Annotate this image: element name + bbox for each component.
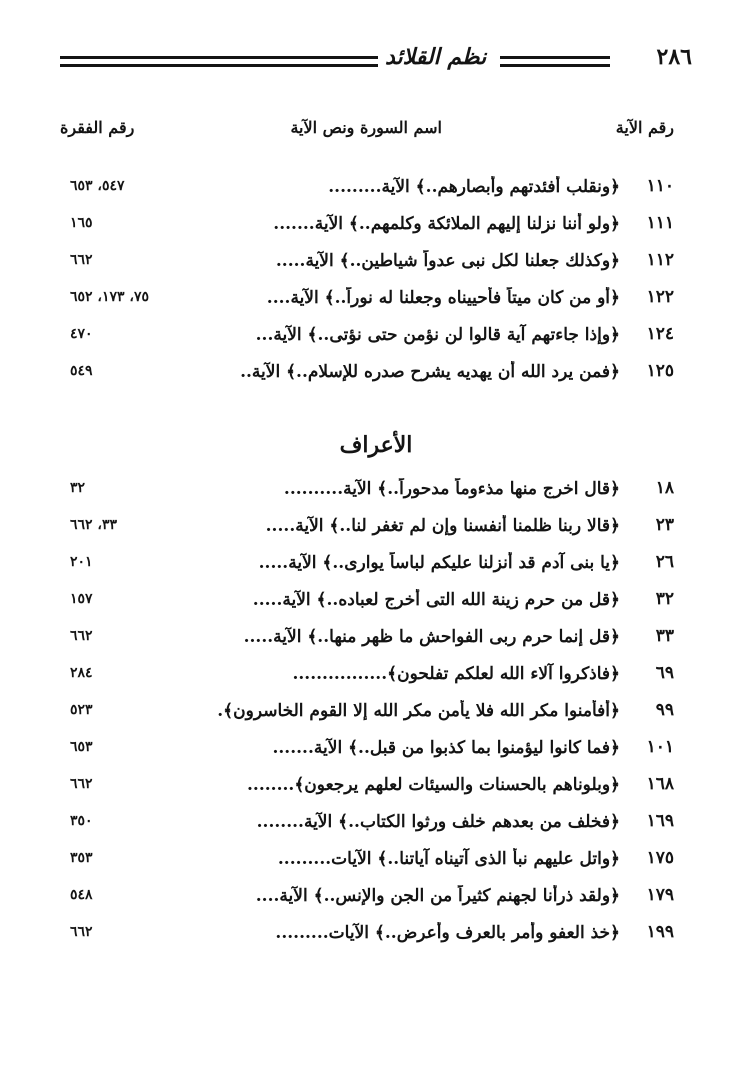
index-row — [60, 733, 674, 770]
ayah-number: ٦٩ — [655, 663, 674, 683]
index-row — [60, 918, 674, 955]
verse-text: ﴿فمن يرد الله أن يهديه يشرح صدره للإسلام..﴾ الآية.. — [240, 362, 620, 382]
verse-text: ﴿أو من كان ميتاً فأحييناه وجعلنا له نوراً..﴾ الآية.... — [266, 288, 620, 308]
index-row — [60, 585, 674, 622]
index-section-continued — [60, 172, 674, 394]
ayah-number: ١٢٥ — [646, 361, 674, 381]
index-row — [60, 807, 674, 844]
paragraph-number: ٢٨٤ — [70, 665, 93, 681]
column-heading-paragraph-number: رقم الفقرة — [60, 118, 135, 137]
column-heading-ayah-number: رقم الآية — [615, 118, 674, 137]
index-row — [60, 172, 674, 209]
paragraph-number: ٥٤٩ — [70, 363, 93, 379]
ayah-number: ١١٠ — [646, 176, 674, 196]
ayah-number: ٣٢ — [655, 589, 674, 609]
verse-text: ﴿واتل عليهم نبأ الذى آتيناه آياتنا..﴾ الآيات......... — [277, 849, 620, 869]
paragraph-number: ٣٥٠ — [70, 813, 93, 829]
verse-text: ﴿ونقلب أفئدتهم وأبصارهم..﴾ الآية......... — [328, 177, 620, 197]
verse-text: ﴿خذ العفو وأمر بالعرف وأعرض..﴾ الآيات......... — [275, 923, 620, 943]
ayah-number: ١١٢ — [646, 250, 674, 270]
ayah-number: ٢٣ — [655, 515, 674, 535]
verse-text: ﴿وكذلك جعلنا لكل نبى عدواً شياطين..﴾ الآية..... — [275, 251, 620, 271]
paragraph-number: ٦٦٢ — [70, 776, 93, 792]
surah-title: الأعراف — [339, 432, 413, 458]
index-row — [60, 696, 674, 733]
ayah-number: ١٨ — [655, 478, 674, 498]
paragraph-number: ٦٥٣ — [70, 739, 93, 755]
paragraph-number: ١٥٧ — [70, 591, 93, 607]
index-row — [60, 357, 674, 394]
paragraph-number: ٦٦٢ — [70, 252, 93, 268]
verse-text: ﴿قال اخرج منها مذءوماً مدحوراً..﴾ الآية.......... — [283, 479, 620, 499]
paragraph-number: ٣٥٣ — [70, 850, 93, 866]
column-heading-surah-text: اسم السورة ونص الآية — [290, 118, 442, 137]
ayah-number: ٩٩ — [655, 700, 674, 720]
paragraph-number: ١٦٥ — [70, 215, 93, 231]
verse-text: ﴿فاذكروا آلاء الله لعلكم تفلحون﴾................ — [292, 664, 620, 684]
page-number: ٢٨٦ — [656, 44, 692, 70]
index-row — [60, 770, 674, 807]
ayah-number: ١٦٩ — [646, 811, 674, 831]
header-rule — [60, 64, 378, 67]
paragraph-number: ٣٢ — [70, 480, 86, 496]
index-section-araf — [60, 474, 674, 955]
index-row — [60, 283, 674, 320]
verse-text: ﴿قل من حرم زينة الله التى أخرج لعباده..﴾ الآية..... — [252, 590, 620, 610]
index-row — [60, 622, 674, 659]
verse-text: ﴿أفأمنوا مكر الله فلا يأمن مكر الله إلا القوم الخاسرون﴾. — [217, 701, 620, 721]
column-headings — [60, 118, 674, 142]
index-row — [60, 474, 674, 511]
paragraph-number: ٢٠١ — [70, 554, 93, 570]
paragraph-number: ٧٥، ١٧٣، ٦٥٢ — [70, 289, 149, 305]
ayah-number: ١٢٢ — [646, 287, 674, 307]
running-header — [60, 42, 692, 82]
header-rule — [60, 56, 378, 59]
verse-text: ﴿فما كانوا ليؤمنوا بما كذبوا من قبل..﴾ الآية....... — [272, 738, 620, 758]
paragraph-number: ٥٢٣ — [70, 702, 93, 718]
header-rule — [500, 56, 610, 59]
ayah-number: ٣٣ — [655, 626, 674, 646]
verse-text: ﴿قالا ربنا ظلمنا أنفسنا وإن لم تغفر لنا..﴾ الآية..... — [265, 516, 620, 536]
index-row — [60, 881, 674, 918]
index-row — [60, 659, 674, 696]
verse-text: ﴿ولقد ذرأنا لجهنم كثيراً من الجن والإنس..﴾ الآية.... — [255, 886, 620, 906]
book-title: نظم القلائد — [385, 44, 487, 70]
index-row — [60, 320, 674, 357]
ayah-number: ٢٦ — [655, 552, 674, 572]
verse-text: ﴿قل إنما حرم ربى الفواحش ما ظهر منها..﴾ الآية..... — [243, 627, 620, 647]
verse-text: ﴿يا بنى آدم قد أنزلنا عليكم لباساً يوارى..﴾ الآية..... — [258, 553, 620, 573]
ayah-number: ١٧٥ — [646, 848, 674, 868]
ayah-number: ١٩٩ — [646, 922, 674, 942]
verse-text: ﴿فخلف من بعدهم خلف ورثوا الكتاب..﴾ الآية........ — [256, 812, 620, 832]
header-rule — [500, 64, 610, 67]
ayah-number: ١٢٤ — [646, 324, 674, 344]
paragraph-number: ٦٦٢ — [70, 924, 93, 940]
paragraph-number: ٣٣، ٦٦٢ — [70, 517, 118, 533]
index-row — [60, 209, 674, 246]
ayah-number: ١٧٩ — [646, 885, 674, 905]
ayah-number: ١١١ — [646, 213, 674, 233]
ayah-number: ١٠١ — [646, 737, 674, 757]
index-row — [60, 511, 674, 548]
paragraph-number: ٦٦٢ — [70, 628, 93, 644]
verse-text: ﴿وإذا جاءتهم آية قالوا لن نؤمن حتى نؤتى..﴾ الآية... — [255, 325, 620, 345]
paragraph-number: ٥٤٨ — [70, 887, 93, 903]
ayah-number: ١٦٨ — [646, 774, 674, 794]
paragraph-number: ٤٧٠ — [70, 326, 93, 342]
verse-text: ﴿وبلوناهم بالحسنات والسيئات لعلهم يرجعون﴾........ — [247, 775, 620, 795]
index-row — [60, 548, 674, 585]
verse-text: ﴿ولو أننا نزلنا إليهم الملائكة وكلمهم..﴾ الآية....... — [273, 214, 620, 234]
paragraph-number: ٥٤٧، ٦٥٣ — [70, 178, 125, 194]
index-row — [60, 246, 674, 283]
index-row — [60, 844, 674, 881]
